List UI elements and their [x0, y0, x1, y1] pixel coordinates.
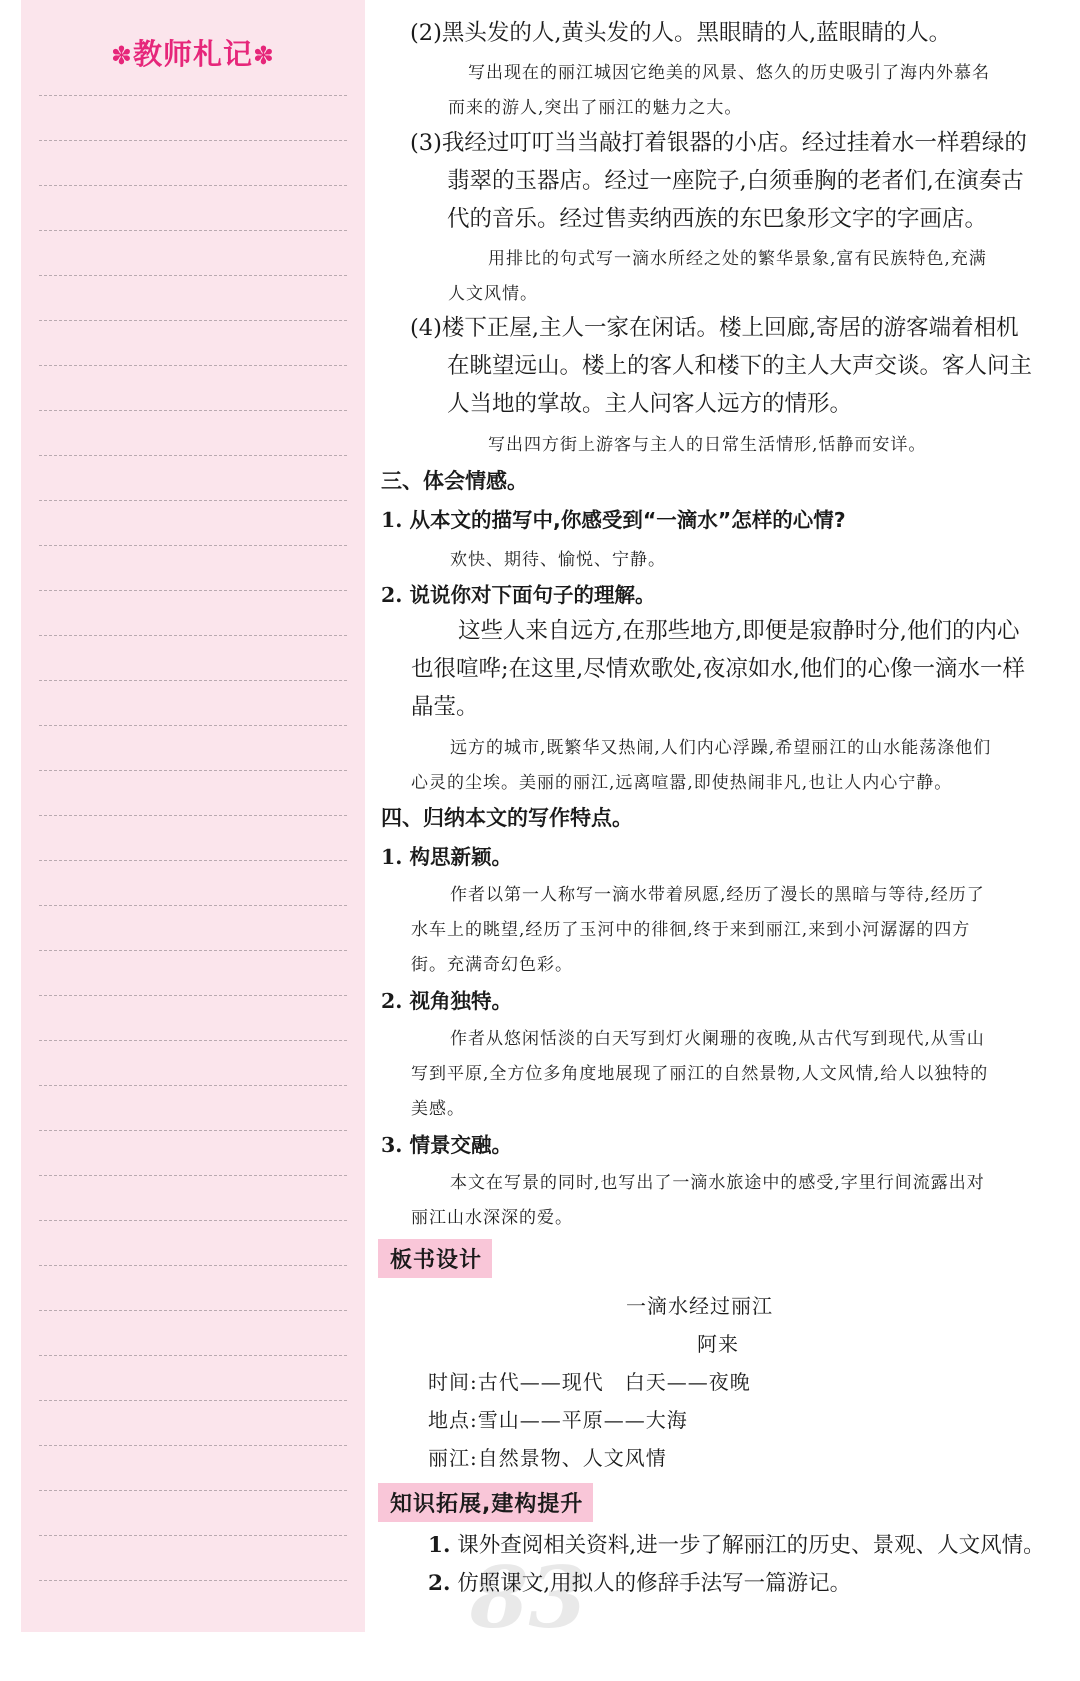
note-line: [39, 1175, 347, 1176]
feature-3-answer: 丽江山水深深的爱。: [411, 1208, 573, 1228]
note-line: [39, 635, 347, 636]
feature-1-answer: 街。充满奇幻色彩。: [411, 955, 573, 975]
item-3-text: 代的音乐。经过售卖纳西族的东巴象形文字的字画店。: [447, 206, 988, 232]
teacher-notes-sidebar: [21, 0, 365, 1632]
item-3-text: 翡翠的玉器店。经过一座院子,白须垂胸的老者们,在演奏古: [447, 168, 1024, 194]
note-line: [39, 410, 347, 411]
note-line: [39, 680, 347, 681]
question-2-answer: 远方的城市,既繁华又热闹,人们内心浮躁,希望丽江的山水能荡涤他们: [450, 738, 992, 758]
extension-tag: 知识拓展,建构提升: [378, 1483, 593, 1522]
feature-1: 1. 构思新颖。: [381, 845, 513, 869]
note-line: [39, 1535, 347, 1536]
note-line: [39, 950, 347, 951]
note-line: [39, 545, 347, 546]
note-line: [39, 1085, 347, 1086]
feature-3-answer: 本文在写景的同时,也写出了一滴水旅途中的感受,字里行间流露出对: [450, 1173, 985, 1193]
note-line: [39, 455, 347, 456]
question-2-answer: 心灵的尘埃。美丽的丽江,远离喧嚣,即使热闹非凡,也让人内心宁静。: [411, 773, 953, 793]
note-line: [39, 725, 347, 726]
note-line: [39, 860, 347, 861]
item-2-text: (2)黑头发的人,黄头发的人。黑眼睛的人,蓝眼睛的人。: [410, 20, 952, 46]
feature-1-answer: 水车上的眺望,经历了玉河中的徘徊,终于来到丽江,来到小河潺潺的四方: [411, 920, 971, 940]
note-line: [39, 770, 347, 771]
item-4-text: 在眺望远山。楼上的客人和楼下的主人大声交谈。客人问主: [447, 353, 1033, 379]
quote-text: 也很喧哗;在这里,尽情欢歌处,夜凉如水,他们的心像一滴水一样: [411, 656, 1026, 682]
feature-1-answer: 作者以第一人称写一滴水带着夙愿,经历了漫长的黑暗与等待,经历了: [450, 885, 985, 905]
note-line: [39, 905, 347, 906]
board-design-tag: 板书设计: [378, 1239, 492, 1278]
note-line: [39, 95, 347, 96]
item-3-answer: 人文风情。: [448, 284, 538, 304]
question-2: 2. 说说你对下面句子的理解。: [381, 583, 656, 607]
extension-item-1: 1. 课外查阅相关资料,进一步了解丽江的历史、景观、人文风情。: [428, 1533, 1045, 1558]
sidebar-title: ✽教师札记✽: [111, 37, 275, 71]
note-line: [39, 590, 347, 591]
note-line: [39, 1445, 347, 1446]
note-line: [39, 1400, 347, 1401]
flower-icon: ✽: [111, 41, 133, 70]
feature-2-answer: 作者从悠闲恬淡的白天写到灯火阑珊的夜晚,从古代写到现代,从雪山: [450, 1029, 985, 1049]
flower-icon: ✽: [253, 41, 275, 70]
quote-text: 这些人来自远方,在那些地方,即便是寂静时分,他们的内心: [458, 618, 1020, 644]
board-line-time: 时间:古代——现代 白天——夜晚: [428, 1370, 751, 1394]
note-line: [39, 275, 347, 276]
section-4-heading: 四、归纳本文的写作特点。: [381, 806, 633, 830]
board-line-lijiang: 丽江:自然景物、人文风情: [428, 1446, 667, 1470]
note-line: [39, 1490, 347, 1491]
note-line: [39, 995, 347, 996]
quote-text: 晶莹。: [411, 694, 479, 720]
note-line: [39, 140, 347, 141]
board-line-place: 地点:雪山——平原——大海: [428, 1408, 688, 1432]
note-line: [39, 500, 347, 501]
board-author: 阿来: [697, 1332, 739, 1356]
note-line: [39, 230, 347, 231]
note-line: [39, 1040, 347, 1041]
extension-item-2: 2. 仿照课文,用拟人的修辞手法写一篇游记。: [428, 1571, 852, 1596]
note-line: [39, 1220, 347, 1221]
feature-2-answer: 美感。: [411, 1099, 465, 1119]
item-2-answer: 写出现在的丽江城因它绝美的风景、悠久的历史吸引了海内外慕名: [468, 63, 990, 83]
note-line: [39, 365, 347, 366]
item-3-text: (3)我经过叮叮当当敲打着银器的小店。经过挂着水一样碧绿的: [410, 130, 1027, 156]
board-title: 一滴水经过丽江: [626, 1294, 773, 1318]
item-4-text: 人当地的掌故。主人问客人远方的情形。: [447, 391, 853, 417]
question-1: 1. 从本文的描写中,你感受到“一滴水”怎样的心情?: [381, 508, 846, 532]
feature-2-answer: 写到平原,全方位多角度地展现了丽江的自然景物,人文风情,给人以独特的: [411, 1064, 989, 1084]
note-line: [39, 1265, 347, 1266]
feature-2: 2. 视角独特。: [381, 989, 513, 1013]
item-3-answer: 用排比的句式写一滴水所经之处的繁华景象,富有民族特色,充满: [488, 249, 987, 269]
note-line: [39, 185, 347, 186]
item-4-text: (4)楼下正屋,主人一家在闲话。楼上回廊,寄居的游客端着相机: [410, 315, 1019, 341]
note-line: [39, 1580, 347, 1581]
note-line: [39, 320, 347, 321]
page-number: 83: [470, 1548, 587, 1647]
note-line: [39, 1130, 347, 1131]
note-line: [39, 815, 347, 816]
section-3-heading: 三、体会情感。: [381, 469, 528, 493]
item-4-answer: 写出四方街上游客与主人的日常生活情形,恬静而安详。: [488, 435, 927, 455]
note-line: [39, 1310, 347, 1311]
item-2-answer: 而来的游人,突出了丽江的魅力之大。: [448, 98, 743, 118]
question-1-answer: 欢快、期待、愉悦、宁静。: [450, 550, 666, 570]
feature-3: 3. 情景交融。: [381, 1133, 513, 1157]
note-line: [39, 1355, 347, 1356]
